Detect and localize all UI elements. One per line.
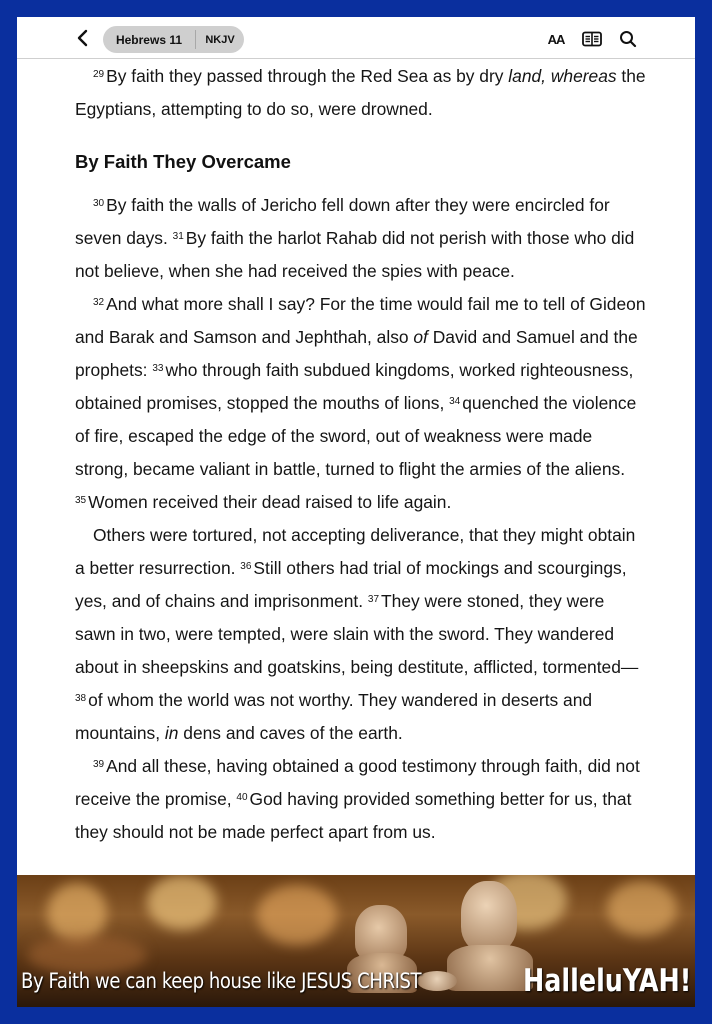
verse-number[interactable]: 40 [236, 792, 248, 803]
bokeh-light [607, 881, 677, 936]
verse-number[interactable]: 32 [93, 297, 105, 308]
bokeh-light [257, 885, 337, 945]
verse-text: And what more shall I say? For the time would fail me to tell of Gideon and Barak and Samson and Jephthah, also [75, 294, 646, 347]
italic-supplied-word: of [413, 327, 428, 347]
verse-number[interactable]: 34 [449, 396, 461, 407]
verse-text: Still others had trial of mockings and scourgings, yes, and of chains and imprisonment. [75, 558, 627, 611]
book-chapter-button[interactable]: Hebrews 11 [115, 32, 183, 47]
verse-text: And all these, having obtained a good testimony through faith, did not receive the promise, [75, 756, 640, 809]
verse-text: By faith the walls of Jericho fell down after they were encircled for seven days. [75, 195, 610, 248]
italic-supplied-word: land, whereas [508, 66, 617, 86]
verse-text: the Egyptians, attempting to do so, were drowned. [75, 66, 646, 119]
app-window [17, 17, 695, 1007]
paragraph [75, 60, 647, 126]
text-size-button[interactable] [545, 29, 567, 49]
verse-text: God having provided something better for us, that they should not be made perfect apart from us. [75, 789, 632, 842]
paragraph [75, 288, 647, 519]
verse-text: of whom the world was not worthy. They wandered in deserts and mountains, [75, 690, 593, 743]
paragraph [75, 519, 647, 750]
search-button[interactable] [617, 29, 639, 49]
verse-text: who through faith subdued kingdoms, worked righteousness, obtained promises, stopped the mouths of lions, [75, 360, 634, 413]
verse-text: By faith they passed through the Red Sea as by dry [106, 66, 509, 86]
verse-number[interactable]: 35 [75, 495, 87, 506]
reader-view-icon [582, 31, 602, 47]
back-button[interactable] [71, 25, 95, 51]
paragraph [75, 750, 647, 849]
search-icon [619, 30, 637, 48]
caption-right-text: HalleluYAH! [523, 963, 692, 999]
chevron-left-icon [76, 29, 90, 47]
verse-number[interactable]: 39 [93, 759, 105, 770]
passage-selector [103, 26, 244, 53]
figurine-joseph [461, 881, 517, 951]
verse-text: dens and caves of the earth. [178, 723, 403, 743]
verse-text: Others were tortured, not accepting deliverance, that they might obtain a better resurrection. [75, 525, 636, 578]
verse-number[interactable]: 29 [93, 69, 105, 80]
italic-supplied-word: in [164, 723, 179, 743]
verse-number[interactable]: 33 [152, 363, 164, 374]
passage-text [75, 60, 647, 849]
verse-text: By faith the harlot Rahab did not perish with those who did not believe, when she had received the spies with peace. [75, 228, 635, 281]
verse-number[interactable]: 38 [75, 693, 87, 704]
text-size-icon: AA [547, 31, 565, 47]
verse-text: quenched the violence of fire, escaped the edge of the sword, out of weakness were made strong, became valiant in battle, turned to flight the armies of the aliens. [75, 393, 637, 479]
verse-text: Women received their dead raised to life again. [88, 492, 452, 512]
bokeh-light [47, 883, 107, 943]
verse-number[interactable]: 37 [367, 594, 380, 605]
bokeh-light [147, 875, 217, 930]
reader-view-button[interactable] [581, 29, 603, 49]
verse-text: They were stoned, they were sawn in two, were tempted, were slain with the sword. They wandered about in sheepskins and goatskins, being destitute, afflicted, tormented— [75, 591, 639, 677]
banner-caption [17, 961, 695, 1001]
footer-banner-image [17, 875, 695, 1007]
paragraph [75, 189, 647, 288]
verse-number[interactable]: 30 [93, 198, 105, 209]
verse-number[interactable]: 36 [240, 561, 252, 572]
section-heading: By Faith They Overcame [75, 151, 291, 172]
version-button[interactable]: NKJV [205, 33, 235, 46]
top-bar [17, 17, 695, 59]
verse-text: David and Samuel and the prophets: [75, 327, 638, 380]
toolbar [545, 29, 639, 49]
caption-left-text: By Faith we can keep house like JESUS CHRIST [21, 969, 422, 993]
verse-number[interactable]: 31 [172, 231, 184, 242]
